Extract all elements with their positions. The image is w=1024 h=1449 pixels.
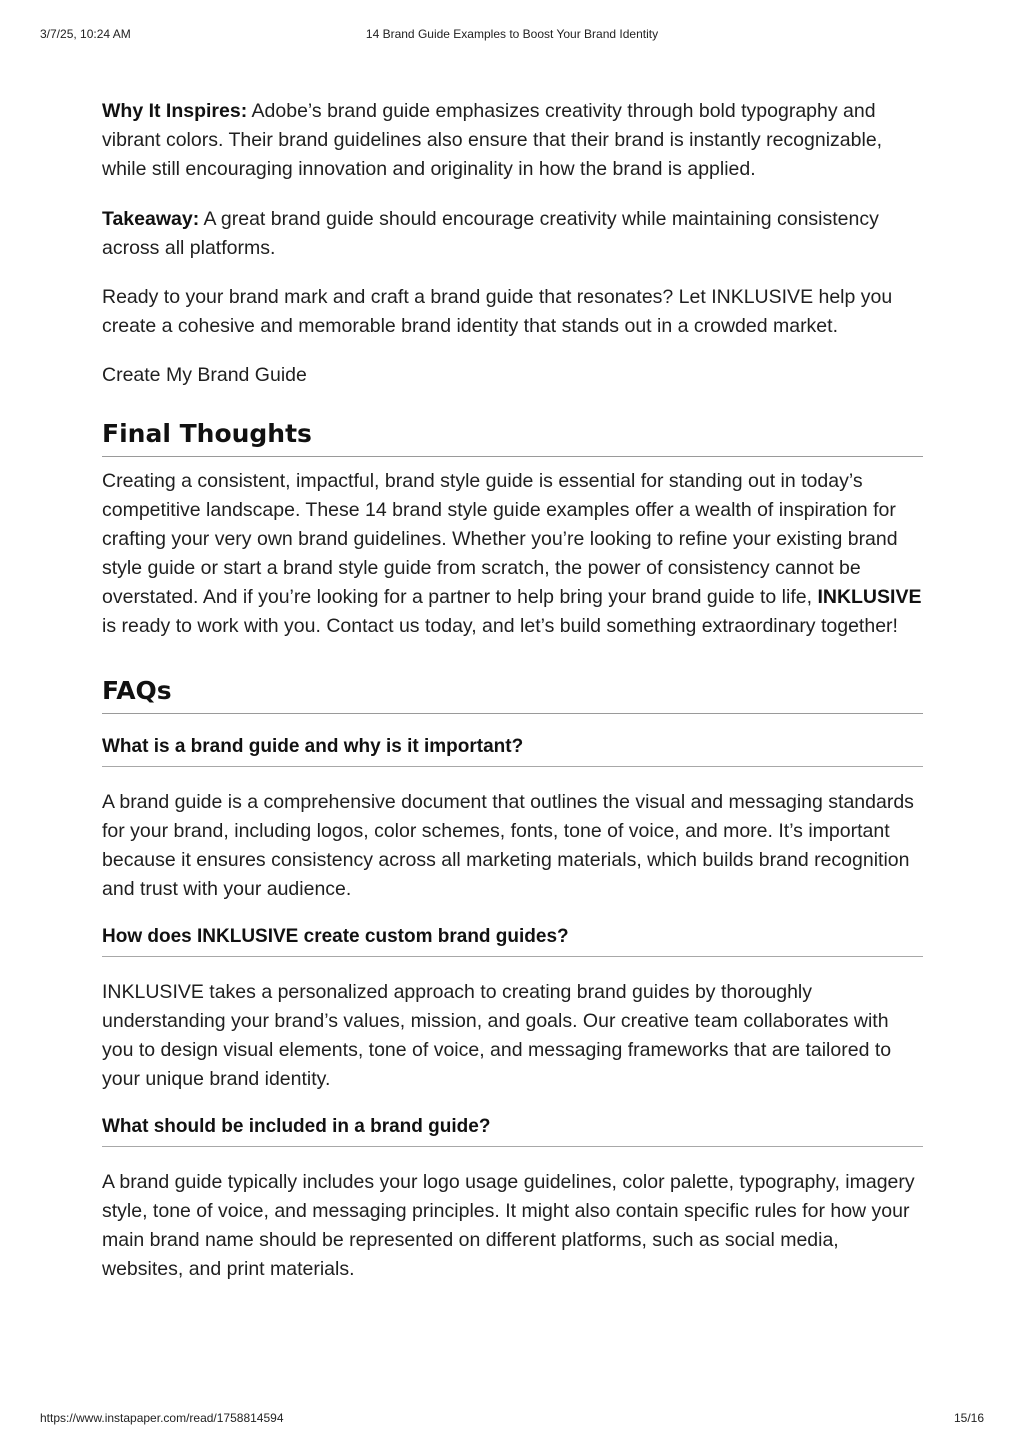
faq-answer: A brand guide is a comprehensive document that outlines the visual and messaging standards for your brand, including logos, color schemes, fonts, tone of voice, and more. It’s important because it ensures consistency across all marketing materials, which builds brand recognition and trust with your audience. [102,791,914,900]
why-it-inspires-label: Why It Inspires: [102,100,248,122]
final-thoughts-brand: INKLUSIVE [817,586,922,608]
faq-item [102,735,923,904]
print-header [40,27,984,43]
takeaway-label: Takeaway: [102,208,200,230]
print-footer [40,1411,984,1427]
why-it-inspires-paragraph [102,97,923,184]
takeaway-paragraph [102,205,923,263]
ready-paragraph: Ready to your brand mark and craft a brand guide that resonates? Let INKLUSIVE help you create a cohesive and memorable brand identity that stands out in a crowded market. [102,286,893,337]
faq-question: How does INKLUSIVE create custom brand guides? [102,925,923,957]
faq-question: What should be included in a brand guide? [102,1115,923,1147]
takeaway-text: A great brand guide should encourage creativity while maintaining consistency across all platforms. [102,208,879,259]
faq-item [102,1115,923,1284]
faq-answer: INKLUSIVE takes a personalized approach to creating brand guides by thoroughly understanding your brand’s values, mission, and goals. Our creative team collaborates with you to design visual elements, tone of voice, and messaging frameworks that are tailored to your unique brand identity. [102,981,892,1090]
faq-answer: A brand guide typically includes your logo usage guidelines, color palette, typography, imagery style, tone of voice, and messaging principles. It might also contain specific rules for how your main brand name should be represented on different platforms, such as social media, websites, and print materials. [102,1171,915,1280]
article-body [102,97,923,1284]
faq-item [102,925,923,1094]
print-url: https://www.instapaper.com/read/1758814594 [40,1411,284,1425]
faq-question: What is a brand guide and why is it important? [102,735,923,767]
print-title: 14 Brand Guide Examples to Boost Your Brand Identity [365,27,659,41]
why-it-inspires-text: Adobe’s brand guide emphasizes creativity through bold typography and vibrant colors. Their brand guidelines also ensure that their brand is instantly recognizable, while still encouraging innovation and originality in how the brand is applied. [102,100,883,180]
print-date: 3/7/25, 10:24 AM [40,27,131,41]
faqs-heading: FAQs [102,674,923,714]
create-brand-guide-link[interactable]: Create My Brand Guide [102,364,307,386]
final-thoughts-heading: Final Thoughts [102,417,923,457]
final-thoughts-text-after: is ready to work with you. Contact us today, and let’s build something extraordinary together! [102,615,898,637]
final-thoughts-paragraph [102,467,923,641]
page-number: 15/16 [953,1411,984,1425]
final-thoughts-text-before: Creating a consistent, impactful, brand style guide is essential for standing out in today’s competitive landscape. These 14 brand style guide examples offer a wealth of inspiration for crafting your very own brand guidelines. Whether you’re looking to refine your existing brand style guide or start a brand style guide from scratch, the power of consistency cannot be overstated. And if you’re looking for a partner to help bring your brand guide to life, [102,470,898,608]
